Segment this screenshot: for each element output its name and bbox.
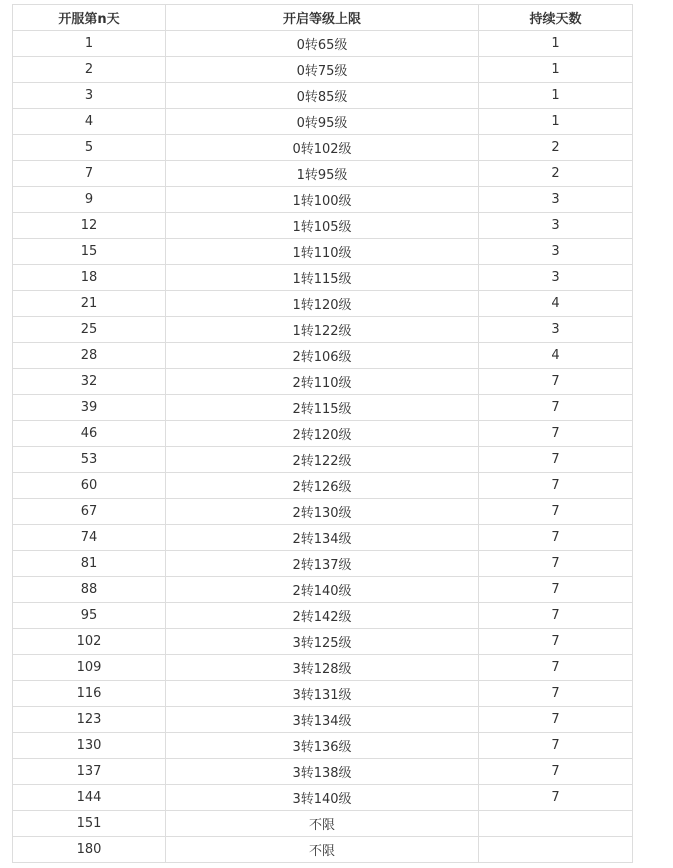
table-row	[13, 187, 633, 213]
cell-level-cap: 2转120级	[166, 421, 479, 447]
cell-duration-days: 7	[479, 681, 633, 707]
table-row	[13, 31, 633, 57]
cell-server-day: 81	[13, 551, 166, 577]
cell-level-cap: 不限	[166, 837, 479, 863]
cell-level-cap: 1转95级	[166, 161, 479, 187]
cell-server-day: 4	[13, 109, 166, 135]
cell-level-cap: 0转75级	[166, 57, 479, 83]
cell-level-cap: 3转125级	[166, 629, 479, 655]
cell-level-cap: 3转140级	[166, 785, 479, 811]
table-header	[13, 5, 633, 31]
cell-server-day: 180	[13, 837, 166, 863]
cell-level-cap: 1转122级	[166, 317, 479, 343]
cell-duration-days: 7	[479, 421, 633, 447]
table-row	[13, 57, 633, 83]
table-row	[13, 343, 633, 369]
cell-duration-days: 1	[479, 83, 633, 109]
cell-server-day: 116	[13, 681, 166, 707]
cell-server-day: 102	[13, 629, 166, 655]
cell-duration-days: 7	[479, 707, 633, 733]
cell-server-day: 15	[13, 239, 166, 265]
cell-duration-days: 7	[479, 525, 633, 551]
table-row	[13, 811, 633, 837]
cell-server-day: 21	[13, 291, 166, 317]
cell-server-day: 12	[13, 213, 166, 239]
cell-duration-days: 7	[479, 759, 633, 785]
cell-level-cap: 3转134级	[166, 707, 479, 733]
table-row	[13, 213, 633, 239]
cell-level-cap: 0转65级	[166, 31, 479, 57]
table-row	[13, 135, 633, 161]
cell-server-day: 95	[13, 603, 166, 629]
table-row	[13, 733, 633, 759]
table-row	[13, 577, 633, 603]
table-row	[13, 837, 633, 863]
cell-duration-days: 7	[479, 603, 633, 629]
table-row	[13, 395, 633, 421]
cell-duration-days: 7	[479, 369, 633, 395]
cell-server-day: 60	[13, 473, 166, 499]
cell-server-day: 130	[13, 733, 166, 759]
cell-level-cap: 2转122级	[166, 447, 479, 473]
cell-level-cap: 1转115级	[166, 265, 479, 291]
header-level-cap: 开启等级上限	[166, 5, 479, 31]
cell-server-day: 32	[13, 369, 166, 395]
cell-duration-days: 7	[479, 629, 633, 655]
table-row	[13, 681, 633, 707]
table-row	[13, 447, 633, 473]
cell-duration-days: 1	[479, 57, 633, 83]
table-row	[13, 785, 633, 811]
cell-level-cap: 2转137级	[166, 551, 479, 577]
cell-duration-days: 7	[479, 785, 633, 811]
cell-level-cap: 0转102级	[166, 135, 479, 161]
cell-server-day: 67	[13, 499, 166, 525]
cell-level-cap: 1转105级	[166, 213, 479, 239]
cell-server-day: 88	[13, 577, 166, 603]
cell-duration-days: 7	[479, 447, 633, 473]
table-row	[13, 707, 633, 733]
cell-duration-days: 3	[479, 265, 633, 291]
table-body	[13, 31, 633, 863]
cell-duration-days: 4	[479, 291, 633, 317]
cell-level-cap: 2转140级	[166, 577, 479, 603]
cell-duration-days: 7	[479, 473, 633, 499]
cell-server-day: 39	[13, 395, 166, 421]
cell-level-cap: 1转120级	[166, 291, 479, 317]
cell-level-cap: 0转85级	[166, 83, 479, 109]
cell-duration-days: 4	[479, 343, 633, 369]
cell-server-day: 123	[13, 707, 166, 733]
cell-duration-days: 3	[479, 317, 633, 343]
cell-server-day: 151	[13, 811, 166, 837]
cell-level-cap: 2转142级	[166, 603, 479, 629]
table-row	[13, 239, 633, 265]
cell-duration-days: 3	[479, 187, 633, 213]
cell-duration-days: 7	[479, 655, 633, 681]
cell-duration-days: 3	[479, 239, 633, 265]
cell-duration-days: 2	[479, 161, 633, 187]
cell-server-day: 74	[13, 525, 166, 551]
cell-server-day: 109	[13, 655, 166, 681]
table-row	[13, 499, 633, 525]
cell-duration-days: 7	[479, 395, 633, 421]
cell-server-day: 9	[13, 187, 166, 213]
cell-level-cap: 1转110级	[166, 239, 479, 265]
table-row	[13, 109, 633, 135]
cell-level-cap: 0转95级	[166, 109, 479, 135]
table-row	[13, 291, 633, 317]
cell-server-day: 137	[13, 759, 166, 785]
cell-level-cap: 不限	[166, 811, 479, 837]
cell-level-cap: 2转106级	[166, 343, 479, 369]
cell-duration-days: 7	[479, 577, 633, 603]
header-row	[13, 5, 633, 31]
cell-level-cap: 3转136级	[166, 733, 479, 759]
cell-server-day: 1	[13, 31, 166, 57]
cell-duration-days: 1	[479, 31, 633, 57]
cell-level-cap: 3转131级	[166, 681, 479, 707]
header-server-day: 开服第n天	[13, 5, 166, 31]
cell-duration-days: 7	[479, 733, 633, 759]
cell-server-day: 7	[13, 161, 166, 187]
table-row	[13, 421, 633, 447]
table-row	[13, 161, 633, 187]
cell-duration-days: 2	[479, 135, 633, 161]
cell-duration-days: 7	[479, 551, 633, 577]
table-row	[13, 265, 633, 291]
cell-server-day: 46	[13, 421, 166, 447]
table-row	[13, 83, 633, 109]
cell-server-day: 5	[13, 135, 166, 161]
table-row	[13, 317, 633, 343]
cell-server-day: 3	[13, 83, 166, 109]
cell-level-cap: 2转115级	[166, 395, 479, 421]
cell-level-cap: 2转110级	[166, 369, 479, 395]
header-duration-days: 持续天数	[479, 5, 633, 31]
cell-server-day: 144	[13, 785, 166, 811]
table-row	[13, 629, 633, 655]
cell-server-day: 53	[13, 447, 166, 473]
cell-level-cap: 2转126级	[166, 473, 479, 499]
cell-level-cap: 1转100级	[166, 187, 479, 213]
cell-server-day: 18	[13, 265, 166, 291]
cell-duration-days: 1	[479, 109, 633, 135]
table-row	[13, 369, 633, 395]
cell-duration-days	[479, 811, 633, 837]
cell-level-cap: 2转134级	[166, 525, 479, 551]
table-row	[13, 525, 633, 551]
level-cap-table	[12, 4, 633, 863]
cell-duration-days: 3	[479, 213, 633, 239]
table-row	[13, 759, 633, 785]
cell-level-cap: 3转128级	[166, 655, 479, 681]
cell-level-cap: 2转130级	[166, 499, 479, 525]
table-row	[13, 655, 633, 681]
cell-level-cap: 3转138级	[166, 759, 479, 785]
cell-duration-days: 7	[479, 499, 633, 525]
cell-server-day: 25	[13, 317, 166, 343]
table-row	[13, 603, 633, 629]
cell-duration-days	[479, 837, 633, 863]
cell-server-day: 2	[13, 57, 166, 83]
cell-server-day: 28	[13, 343, 166, 369]
table-row	[13, 551, 633, 577]
table-row	[13, 473, 633, 499]
